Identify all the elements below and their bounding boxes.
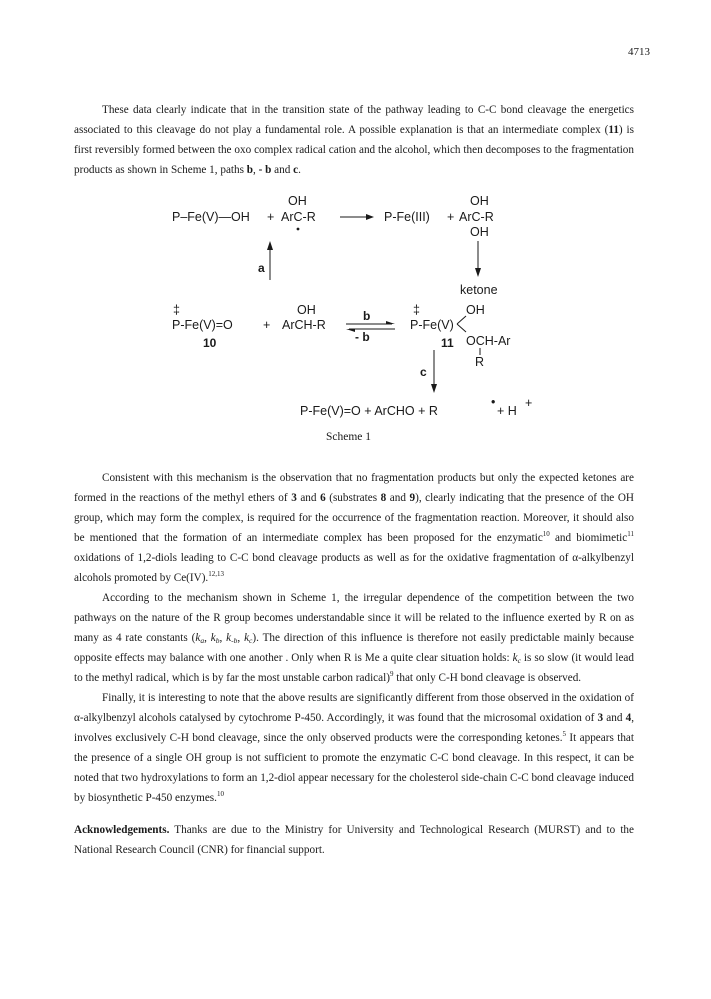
path-ref: c: [293, 164, 299, 176]
scheme-arc-radical: ArC-R: [281, 210, 316, 224]
scheme-alcohol: ArCH-R: [282, 318, 326, 332]
citation: 12,13: [208, 570, 224, 578]
para1-text: .: [298, 164, 301, 176]
citation: 10: [542, 530, 550, 538]
compound-11-label: 11: [441, 336, 454, 350]
text-run: (substrates: [325, 492, 381, 504]
scheme-oh-below: OH: [470, 225, 489, 239]
compound-ref: 8: [380, 492, 387, 504]
discussion-body: [74, 468, 634, 808]
compound-ref: 3: [291, 492, 297, 504]
scheme-ketone: ketone: [460, 283, 498, 297]
rate-constant: k: [195, 632, 201, 644]
scheme-fe-complex: P-Fe(V): [410, 318, 454, 332]
arrowhead: [346, 329, 355, 332]
arrowhead: [475, 268, 481, 277]
scheme-proton: + H: [497, 404, 517, 418]
radical-cation-mark: ‡: [413, 303, 420, 317]
subscript: b: [215, 636, 220, 645]
rate-constant: k: [210, 632, 216, 644]
text-run: Finally, it is interesting to note that the above results are significantly different from those observed in the oxidation of α-alkylbenzyl alcohols catalysed by cytochrome P-450. Accordingly, it was found that the microsomal oxidation of: [74, 692, 634, 724]
text-run: ), clearly indicating that the presence of the OH group, which may form the complex, is required for the occurrence of the fragmentation reaction. Moreover, it should also be mentioned that the formation of an intermediate complex has been proposed for the enzymatic: [74, 492, 634, 544]
compound-10-label: 10: [203, 336, 217, 350]
radical-dot: [297, 228, 300, 231]
arrowhead: [431, 384, 437, 393]
text-run: According to the mechanism shown in Scheme 1, the irregular dependence of the competition between the two pathways on the nature of the R group becomes understandable since it will be related to the influence exerted by R on as many as 4 rate constants (: [74, 592, 634, 644]
scheme-products: P-Fe(V)=O + ArCHO + R: [300, 404, 438, 418]
text-run: ,: [237, 632, 245, 644]
para1-text: ) is first reversibly formed between the oxo complex radical cation and the alcohol, which then decomposes to the fragmentation products as shown in Scheme 1, paths: [74, 124, 634, 176]
scheme-plus: +: [447, 210, 455, 224]
bond-line: [457, 324, 466, 332]
text-run: Consistent with this mechanism is the observation that no fragmentation products but only the expected ketones are formed in the reactions of the methyl ethers of: [74, 472, 634, 504]
citation: 10: [216, 790, 224, 798]
scheme-caption: Scheme 1: [326, 431, 372, 443]
scheme-arc-diol: ArC-R: [459, 210, 494, 224]
scheme-plus: +: [267, 210, 275, 224]
scheme-oh-mid: OH: [297, 303, 316, 317]
rate-constant: k: [512, 652, 518, 664]
arrowhead: [267, 241, 273, 250]
text-run: that only C-H bond cleavage is observed.: [393, 672, 582, 684]
path-ref: - b: [258, 164, 272, 176]
scheme-r: R: [475, 355, 485, 369]
text-run: oxidations of 1,2-diols leading to C-C bond cleavage products as well as for the oxidative fragmentation of α-alkylbenzyl alcohols promoted by Ce(IV).: [74, 552, 634, 584]
text-run: It appears that the presence of a single OH group is not sufficient to promote the enzymatic C-C bond cleavage. In this respect, it can be noted that two hydroxylations to form an 1,2-diol appear necessary for the cholesterol side-chain C-C bond cleavage induced by biosynthetic P-450 enzymes.: [74, 732, 634, 804]
text-run: ). The direction of this influence is therefore not easily predictable mainly because opposite effects may balance with one another . Only when R is Me a quite clear situation holds:: [74, 632, 634, 664]
arrowhead: [386, 321, 395, 324]
compound-ref: 6: [320, 492, 326, 504]
scheme-plus: +: [263, 318, 271, 332]
scheme-1: [0, 190, 711, 450]
text-run: ,: [219, 632, 227, 644]
arrowhead: [366, 214, 374, 220]
path-ref: b: [246, 164, 253, 176]
citation: 5: [562, 730, 566, 738]
text-run: and biomimetic: [549, 532, 628, 544]
subscript: a: [200, 636, 205, 645]
path-c-label: c: [420, 365, 427, 379]
paragraph: [74, 588, 634, 688]
scheme-fe5-hydroxo: P–Fe(V)—OH: [172, 210, 250, 224]
radical-dot-mark: •: [491, 395, 496, 409]
paragraph: [74, 468, 634, 588]
compound-ref: 3: [597, 712, 604, 724]
para1-text: and: [271, 164, 294, 176]
subscript: c: [517, 656, 521, 665]
bond-line: [457, 316, 466, 324]
rate-constant: k: [226, 632, 232, 644]
para1-text: These data clearly indicate that in the transition state of the pathway leading to C-C bond cleavage the energetics associated to this cleavage do not play a fundamental role. A possible explanation is that an intermediate complex (: [74, 104, 634, 136]
path-a-label: a: [258, 261, 265, 275]
text-run: is so slow (it would lead to the methyl radical, which is by far the most unstable carbon radical): [74, 652, 634, 684]
compound-ref: 4: [625, 712, 632, 724]
path-b-label: b: [363, 309, 371, 323]
compound-ref: 9: [409, 492, 416, 504]
citation: 11: [627, 530, 634, 538]
text-run: and: [603, 712, 626, 724]
radical-cation-mark: ‡: [173, 303, 180, 317]
path-minus-b-label: - b: [355, 330, 370, 344]
scheme-fe-oxo: P-Fe(V)=O: [172, 318, 233, 332]
subscript: -b: [231, 636, 238, 645]
page-number: 4713: [628, 46, 650, 58]
text-run: and: [296, 492, 321, 504]
text-run: ,: [204, 632, 211, 644]
scheme-complex-oh: OH: [466, 303, 485, 317]
compound-ref: 11: [608, 124, 619, 136]
proton-charge: +: [525, 396, 533, 410]
scheme-fe3: P-Fe(III): [384, 210, 430, 224]
para1-text: ,: [253, 164, 259, 176]
citation: 9: [389, 670, 394, 678]
acknowledgements-text: Thanks are due to the Ministry for University and Technological Research (MURST) and to the National Research Council (CNR) for financial support.: [74, 824, 634, 856]
scheme-oh-top-left: OH: [288, 194, 307, 208]
acknowledgements: [74, 820, 634, 860]
acknowledgements-heading: Acknowledgements.: [74, 824, 170, 836]
scheme-och-ar: OCH-Ar: [466, 334, 511, 348]
text-run: , involves exclusively C-H bond cleavage, since the only observed products were the corresponding ketones.: [74, 712, 634, 744]
text-run: and: [386, 492, 410, 504]
scheme-oh-top-right: OH: [470, 194, 489, 208]
rate-constant: k: [244, 632, 250, 644]
paragraph: [74, 688, 634, 808]
subscript: c: [249, 636, 253, 645]
intro-paragraph: [74, 100, 634, 180]
